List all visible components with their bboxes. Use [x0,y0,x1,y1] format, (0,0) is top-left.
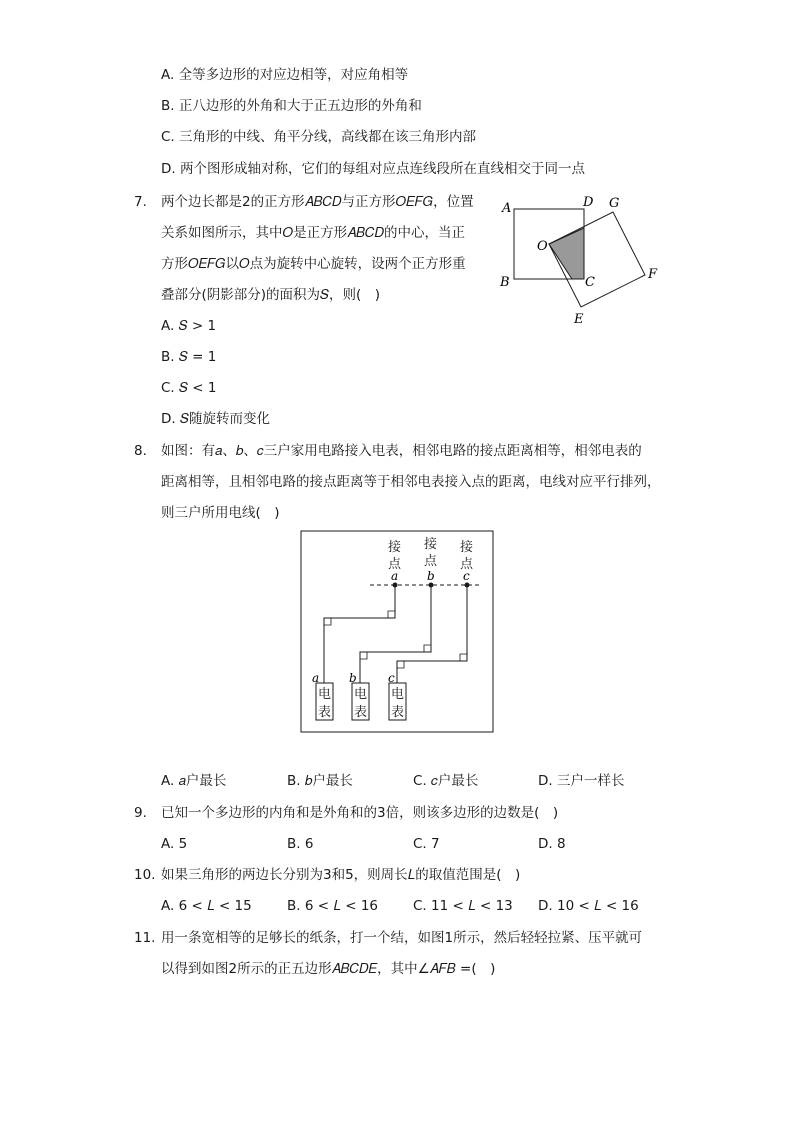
q8-option-a: A. 𝑎户最长 [161,773,227,789]
q11-text-line-2: 以得到如图2所示的正五边形𝐴𝐵𝐶𝐷𝐸，其中∠𝐴𝐹𝐵 =( ) [161,961,496,977]
label-O: O [537,239,548,254]
q9-option-d: D. 8 [538,836,566,852]
q11-text-line-1: 用一条宽相等的足够长的纸条，打一个结，如图1所示，然后轻轻拉紧、压平就可 [161,930,643,946]
point-label-a: a [391,569,399,583]
q8-option-d: D. 三户一样长 [538,773,625,789]
q9-option-b: B. 6 [287,836,314,852]
q9-number: 9. [134,805,147,821]
q8-number: 8. [134,443,147,459]
meter-label-b: b [349,671,357,685]
q6-option-d: D. 两个图形成轴对称，它们的每组对应点连线段所在直线相交于同一点 [161,161,585,177]
junction-label-c-char1: 接 [460,540,474,555]
right-angle-mark [360,652,367,659]
q9-option-a: A. 5 [161,836,188,852]
label-C: C [585,275,595,290]
meter-label-a: a [312,671,320,685]
label-F: F [648,267,658,282]
right-angle-mark [324,618,331,625]
junction-label-c-char2: 点 [460,557,474,572]
q7-text-line-3: 方形𝑂𝐸𝐹𝐺以𝑂点为旋转中心旋转，设两个正方形重 [161,256,466,272]
wire-c [397,585,467,683]
q8-text-line-1: 如图：有𝑎、𝑏、𝑐三户家用电路接入电表，相邻电路的接点距离相等，相邻电表的 [161,443,642,459]
label-D: D [583,195,594,210]
meter-b-char2: 表 [354,705,368,720]
q6-option-a: A. 全等多边形的对应边相等，对应角相等 [161,67,409,83]
q8-text-line-3: 则三户所用电线( ) [161,505,280,521]
q7-option-c: C. 𝑆 < 1 [161,380,217,396]
q8-option-c: C. 𝑐户最长 [413,773,479,789]
right-angle-mark [397,661,404,668]
q7-option-a: A. 𝑆 > 1 [161,318,217,334]
meter-label-c: c [388,671,395,685]
q6-option-b: B. 正八边形的外角和大于正五边形的外角和 [161,98,422,114]
meter-a-char1: 电 [318,687,332,702]
meter-c-char2: 表 [391,705,405,720]
q8-text-line-2: 距离相等，且相邻电路的接点距离等于相邻电表接入点的距离，电线对应平行排列， [161,474,661,490]
q7-option-b: B. 𝑆 = 1 [161,349,217,365]
point-label-c: c [463,569,470,583]
q7-text-line-1: 两个边长都是2的正方形𝐴𝐵𝐶𝐷与正方形𝑂𝐸𝐹𝐺，位置 [161,194,474,210]
right-angle-mark [424,645,431,652]
right-angle-mark [388,611,395,618]
q7-option-d: D. 𝑆随旋转而变化 [161,411,270,427]
meter-a-char2: 表 [318,705,332,720]
q10-option-b: B. 6 < 𝐿 < 16 [287,898,378,914]
q6-option-c: C. 三角形的中线、角平分线，高线都在该三角形内部 [161,129,477,145]
point-label-b: b [427,569,435,583]
q8-option-b: B. 𝑏户最长 [287,773,353,789]
q9-option-c: C. 7 [413,836,440,852]
q10-text: 如果三角形的两边长分别为3和5，则周长𝐿的取值范围是( ) [161,867,521,883]
q9-text: 已知一个多边形的内角和是外角和的3倍，则该多边形的边数是( ) [161,805,559,821]
meter-b-char1: 电 [354,687,368,702]
junction-label-a-char2: 点 [388,557,402,572]
junction-label-a-char1: 接 [388,540,402,555]
q8-wiring-figure [300,530,495,735]
junction-label-b-char1: 接 [424,537,438,552]
q7-number: 7. [134,194,147,210]
q7-squares-figure [495,192,665,332]
label-A: A [502,201,512,216]
q10-option-d: D. 10 < 𝐿 < 16 [538,898,639,914]
right-angle-mark [460,654,467,661]
q10-option-a: A. 6 < 𝐿 < 15 [161,898,252,914]
junction-label-b-char2: 点 [424,554,438,569]
label-E: E [574,312,584,327]
label-B: B [500,275,510,290]
q7-text-line-4: 叠部分(阴影部分)的面积为𝑆，则( ) [161,287,381,303]
q11-number: 11. [134,930,156,946]
q7-text-line-2: 关系如图所示，其中𝑂是正方形𝐴𝐵𝐶𝐷的中心，当正 [161,225,466,241]
q10-number: 10. [134,867,156,883]
meter-c-char1: 电 [391,687,405,702]
q10-option-c: C. 11 < 𝐿 < 13 [413,898,513,914]
label-G: G [609,196,620,211]
